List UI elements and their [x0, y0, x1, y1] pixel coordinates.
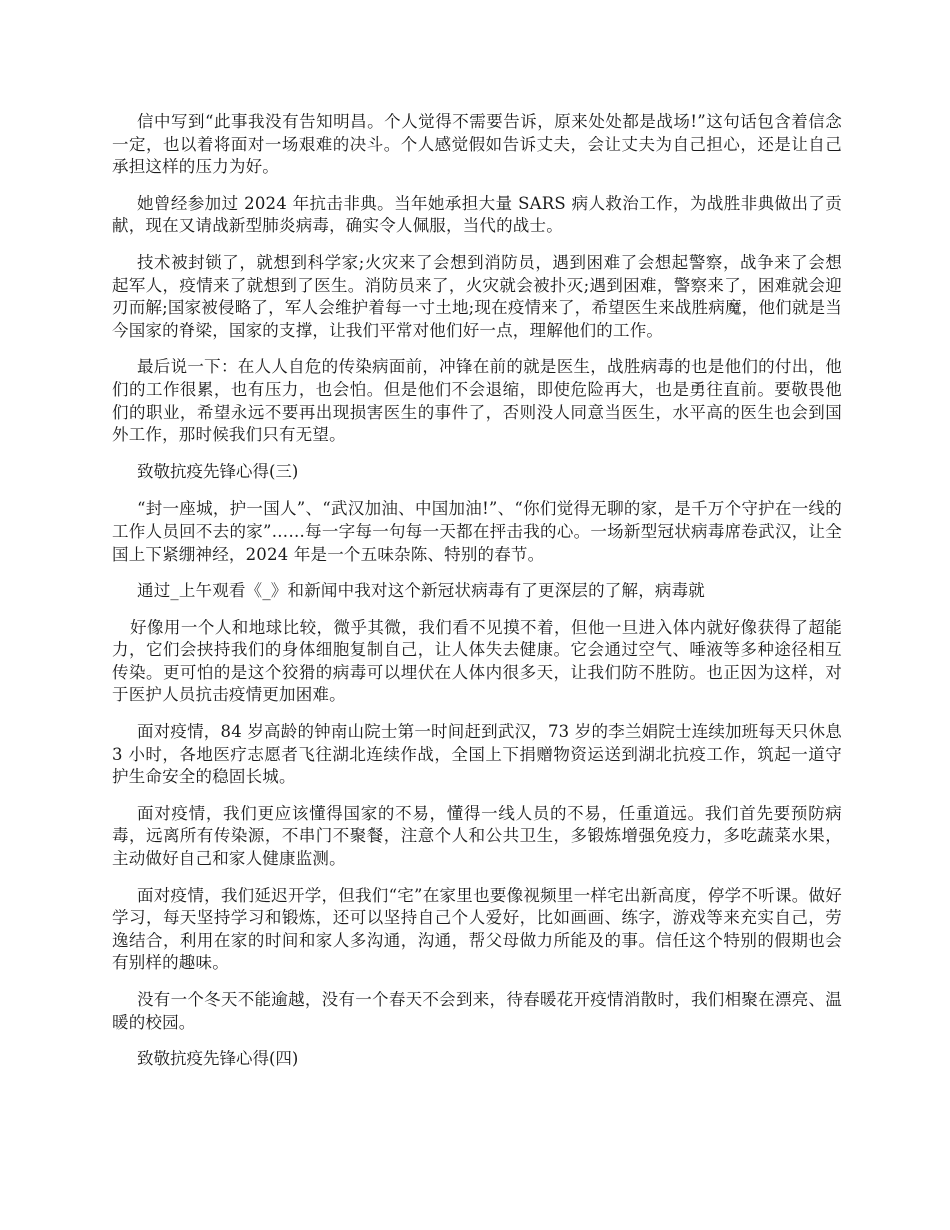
paragraph-slogans: “封一座城，护一国人”、“武汉加油、中国加油!”、“你们觉得无聊的家，是千万个守护在一线的工作人员回不去的家”……每一字每一句每一天都在抨击我的心。一场新型冠状病毒席卷武汉，让全国上下紧绷神经，2024 年是一个五味杂陈、特别的春节。	[112, 499, 842, 564]
document-body	[112, 111, 842, 1086]
paragraph-spring: 没有一个冬天不能逾越，没有一个春天不会到来，待春暖花开疫情消散时，我们相聚在漂亮、温暖的校园。	[112, 990, 842, 1032]
paragraph-conclusion: 最后说一下：在人人自危的传染病面前，冲锋在前的就是医生，战胜病毒的也是他们的付出，他们的工作很累，也有压力，也会怕。但是他们不会退缩，即使危险再大，也是勇往直前。要敬畏他们的职业，希望永远不要再出现损害医生的事件了，否则没人同意当医生，水平高的医生也会到国外工作，那时候我们只有无望。	[112, 357, 842, 445]
paragraph-virus: 好像用一个人和地球比较，微乎其微，我们看不见摸不着，但他一旦进入体内就好像获得了超能力，它们会挟持我们的身体细胞复制自己，让人体失去健康。它会通过空气、唾液等多种途径相互传染。更可怕的是这个狡猾的病毒可以埋伏在人体内很多天，让我们防不胜防。也正因为这样，对于医护人员抗击疫情更加困难。	[112, 617, 842, 705]
paragraph-academicians: 面对疫情，84 岁高龄的钟南山院士第一时间赶到武汉，73 岁的李兰娟院士连续加班每天只休息 3 小时，各地医疗志愿者飞往湖北连续作战，全国上下捐赠物资运送到湖北抗疫工作，筑起一道守护生命安全的稳固长城。	[112, 722, 842, 787]
paragraph-prevention: 面对疫情，我们更应该懂得国家的不易，懂得一线人员的不易，任重道远。我们首先要预防病毒，远离所有传染源，不串门不聚餐，注意个人和公共卫生，多锻炼增强免疫力，多吃蔬菜水果，主动做好自己和家人健康监测。	[112, 803, 842, 869]
paragraph-sars: 她曾经参加过 2024 年抗击非典。当年她承担大量 SARS 病人救治工作，为战胜非典做出了贡献，现在又请战新型肺炎病毒，确实令人佩服，当代的战士。	[112, 193, 842, 236]
paragraph-pillars: 技术被封锁了，就想到科学家;火灾来了会想到消防员，遇到困难了会想起警察，战争来了会想起军人，疫情来了就想到了医生。消防员来了，火灾就会被扑灭;遇到困难，警察来了，困难就会迎刃而解;国家被侵略了，军人会维护着每一寸土地;现在疫情来了，希望医生来战胜病魔，他们就是当今国家的脊梁，国家的支撑，让我们平常对他们好一点，理解他们的工作。	[112, 252, 842, 340]
section-heading-3: 致敬抗疫先锋心得(三)	[137, 461, 299, 481]
paragraph-news: 通过_上午观看《_》和新闻中我对这个新冠状病毒有了更深层的了解，病毒就	[137, 581, 705, 601]
paragraph-letter: 信中写到“此事我没有告知明昌。个人觉得不需要告诉，原来处处都是战场!”这句话包含着信念一定，也以着将面对一场艰难的决斗。个人感觉假如告诉丈夫，会让丈夫为自己担心，还是让自己承担这样的压力为好。	[112, 112, 842, 177]
paragraph-study-at-home: 面对疫情，我们延迟开学，但我们“宅”在家里也要像视频里一样宅出新高度，停学不听课。做好学习，每天坚持学习和锻炼，还可以坚持自己个人爱好，比如画画、练字，游戏等来充实自己，劳逸结合，利用在家的时间和家人多沟通，沟通，帮父母做力所能及的事。信任这个特别的假期也会有别样的趣味。	[112, 885, 842, 973]
section-heading-4: 致敬抗疫先锋心得(四)	[137, 1049, 299, 1069]
